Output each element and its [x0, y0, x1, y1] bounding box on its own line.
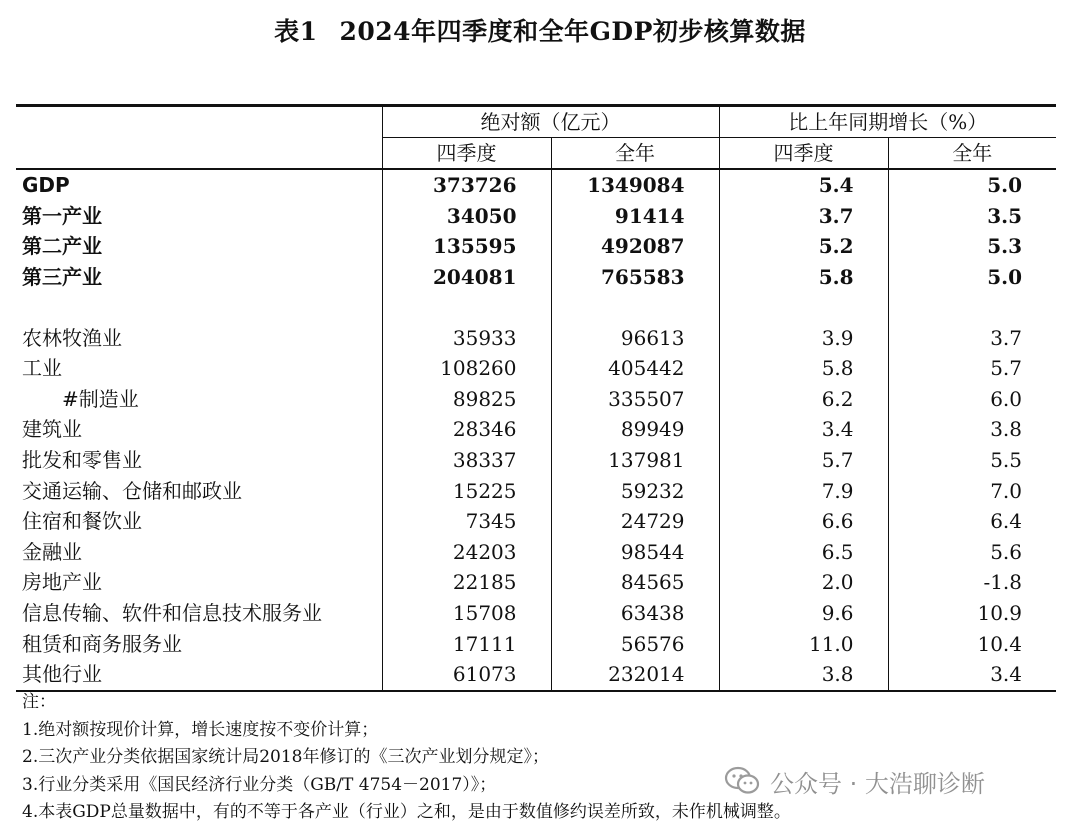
- cell-abs-year: 765583: [551, 262, 719, 293]
- header-absolute-group: 绝对额（亿元）: [382, 106, 719, 138]
- row-name: 第一产业: [22, 203, 102, 228]
- note-item: 4.本表GDP总量数据中，有的不等于各产业（行业）之和，是由于数值修约误差所致，未作机械调整。: [22, 802, 791, 822]
- cell-abs-q4: 24203: [382, 537, 551, 568]
- cell-growth-q4: 5.4: [719, 169, 888, 201]
- row-name: 批发和零售业: [22, 448, 142, 473]
- cell-abs-q4: 204081: [382, 262, 551, 293]
- cell-growth-year: 5.7: [888, 353, 1056, 384]
- cell-abs-q4: 38337: [382, 445, 551, 476]
- cell-growth-year: 5.0: [888, 169, 1056, 201]
- cell-abs-year: 59232: [551, 475, 719, 506]
- header-growth-year: 全年: [888, 138, 1056, 170]
- row-name: 租赁和商务服务业: [22, 631, 182, 656]
- row-name: 信息传输、软件和信息技术服务业: [22, 601, 322, 626]
- table-row: [16, 506, 1056, 537]
- cell-abs-year: 89949: [551, 414, 719, 445]
- page-title: [0, 12, 1080, 48]
- cell-growth-year: 3.7: [888, 322, 1056, 353]
- cell-growth-q4: 5.7: [719, 445, 888, 476]
- cell-growth-q4: 3.4: [719, 414, 888, 445]
- cell-abs-year: 96613: [551, 322, 719, 353]
- watermark: [724, 763, 985, 799]
- cell-growth-q4: 5.2: [719, 231, 888, 262]
- cell-growth-year: 10.4: [888, 628, 1056, 659]
- cell-abs-year: 1349084: [551, 169, 719, 201]
- table-row-primary-industry: [16, 201, 1056, 232]
- row-name: 第三产业: [22, 265, 102, 290]
- cell-abs-q4: 34050: [382, 201, 551, 232]
- table-row: [16, 353, 1056, 384]
- notes-heading: 注：: [22, 692, 56, 712]
- cell-abs-year: 405442: [551, 353, 719, 384]
- row-name: 其他行业: [16, 659, 382, 691]
- cell-abs-q4: 135595: [382, 231, 551, 262]
- cell-growth-year: 6.0: [888, 384, 1056, 415]
- header-growth-q4: 四季度: [719, 138, 888, 170]
- cell-growth-q4: 7.9: [719, 475, 888, 506]
- table-row: [16, 598, 1056, 629]
- cell-abs-q4: 108260: [382, 353, 551, 384]
- cell-abs-year: 492087: [551, 231, 719, 262]
- cell-growth-year: 7.0: [888, 475, 1056, 506]
- table-row: [16, 445, 1056, 476]
- cell-growth-year: 3.4: [888, 659, 1056, 691]
- row-name: 第二产业: [22, 234, 102, 259]
- wechat-icon: [724, 766, 760, 796]
- cell-abs-q4: 7345: [382, 506, 551, 537]
- cell-growth-q4: 11.0: [719, 628, 888, 659]
- cell-growth-year: 3.8: [888, 414, 1056, 445]
- cell-abs-year: 232014: [551, 659, 719, 691]
- table-row: [16, 628, 1056, 659]
- gdp-table: [16, 104, 1056, 692]
- cell-abs-year: 335507: [551, 384, 719, 415]
- cell-abs-year: 56576: [551, 628, 719, 659]
- cell-growth-q4: 3.8: [719, 659, 888, 691]
- cell-growth-year: 5.3: [888, 231, 1056, 262]
- header-abs-year: 全年: [551, 138, 719, 170]
- cell-abs-q4: 15708: [382, 598, 551, 629]
- cell-abs-q4: 15225: [382, 475, 551, 506]
- header-growth-group: 比上年同期增长（%）: [719, 106, 1056, 138]
- cell-abs-q4: 17111: [382, 628, 551, 659]
- cell-abs-q4: 89825: [382, 384, 551, 415]
- table-row: [16, 567, 1056, 598]
- cell-abs-year: 24729: [551, 506, 719, 537]
- cell-growth-year: 3.5: [888, 201, 1056, 232]
- row-name: #制造业: [62, 386, 139, 411]
- note-item: 1.绝对额按现价计算，增长速度按不变价计算；: [22, 719, 379, 740]
- cell-growth-q4: 9.6: [719, 598, 888, 629]
- cell-growth-year: 5.5: [888, 445, 1056, 476]
- row-name: 房地产业: [22, 570, 102, 595]
- header-abs-q4: 四季度: [382, 138, 551, 170]
- table-row: [16, 322, 1056, 353]
- cell-growth-year: 6.4: [888, 506, 1056, 537]
- note-item: 3.行业分类采用《国民经济行业分类（GB/T 4754－2017）》；: [22, 774, 497, 795]
- cell-growth-q4: 5.8: [719, 353, 888, 384]
- row-name: GDP: [22, 173, 70, 198]
- cell-growth-q4: 6.6: [719, 506, 888, 537]
- cell-growth-year: 5.6: [888, 537, 1056, 568]
- cell-abs-q4: 61073: [382, 659, 551, 691]
- cell-abs-year: 63438: [551, 598, 719, 629]
- cell-growth-year: 10.9: [888, 598, 1056, 629]
- cell-growth-q4: 6.2: [719, 384, 888, 415]
- table-title-text: 2024年四季度和全年GDP初步核算数据: [339, 17, 806, 46]
- row-name: 农林牧渔业: [22, 325, 122, 350]
- table-row: [16, 537, 1056, 568]
- cell-growth-year: 5.0: [888, 262, 1056, 293]
- cell-abs-year: 98544: [551, 537, 719, 568]
- cell-growth-q4: 3.7: [719, 201, 888, 232]
- cell-growth-q4: 6.5: [719, 537, 888, 568]
- header-blank-cell: [16, 106, 382, 170]
- table-row-sub-item: [16, 384, 1056, 415]
- cell-abs-year: 137981: [551, 445, 719, 476]
- table-row-secondary-industry: [16, 231, 1056, 262]
- table-row-gdp: [16, 169, 1056, 201]
- table-row: [16, 659, 1056, 691]
- table-number: 表1: [274, 17, 318, 46]
- row-name: 交通运输、仓储和邮政业: [22, 478, 242, 503]
- cell-abs-q4: 35933: [382, 322, 551, 353]
- cell-abs-q4: 28346: [382, 414, 551, 445]
- note-item: 2.三次产业分类依据国家统计局2018年修订的《三次产业划分规定》；: [22, 747, 549, 767]
- row-name: 金融业: [22, 539, 82, 564]
- table-row: [16, 475, 1056, 506]
- table-row-tertiary-industry: [16, 262, 1056, 293]
- row-name: 住宿和餐饮业: [22, 509, 142, 534]
- cell-abs-year: 91414: [551, 201, 719, 232]
- cell-abs-q4: 373726: [382, 169, 551, 201]
- cell-growth-q4: 5.8: [719, 262, 888, 293]
- cell-growth-q4: 3.9: [719, 322, 888, 353]
- row-name: 建筑业: [22, 417, 82, 442]
- table-row: [16, 414, 1056, 445]
- watermark-text: 公众号 · 大浩聊诊断: [770, 769, 985, 798]
- table-spacer-row: [16, 292, 1056, 322]
- cell-abs-year: 84565: [551, 567, 719, 598]
- cell-growth-q4: 2.0: [719, 567, 888, 598]
- cell-abs-q4: 22185: [382, 567, 551, 598]
- row-name: 工业: [22, 356, 62, 381]
- table-notes: [22, 689, 1062, 827]
- cell-growth-year: -1.8: [888, 567, 1056, 598]
